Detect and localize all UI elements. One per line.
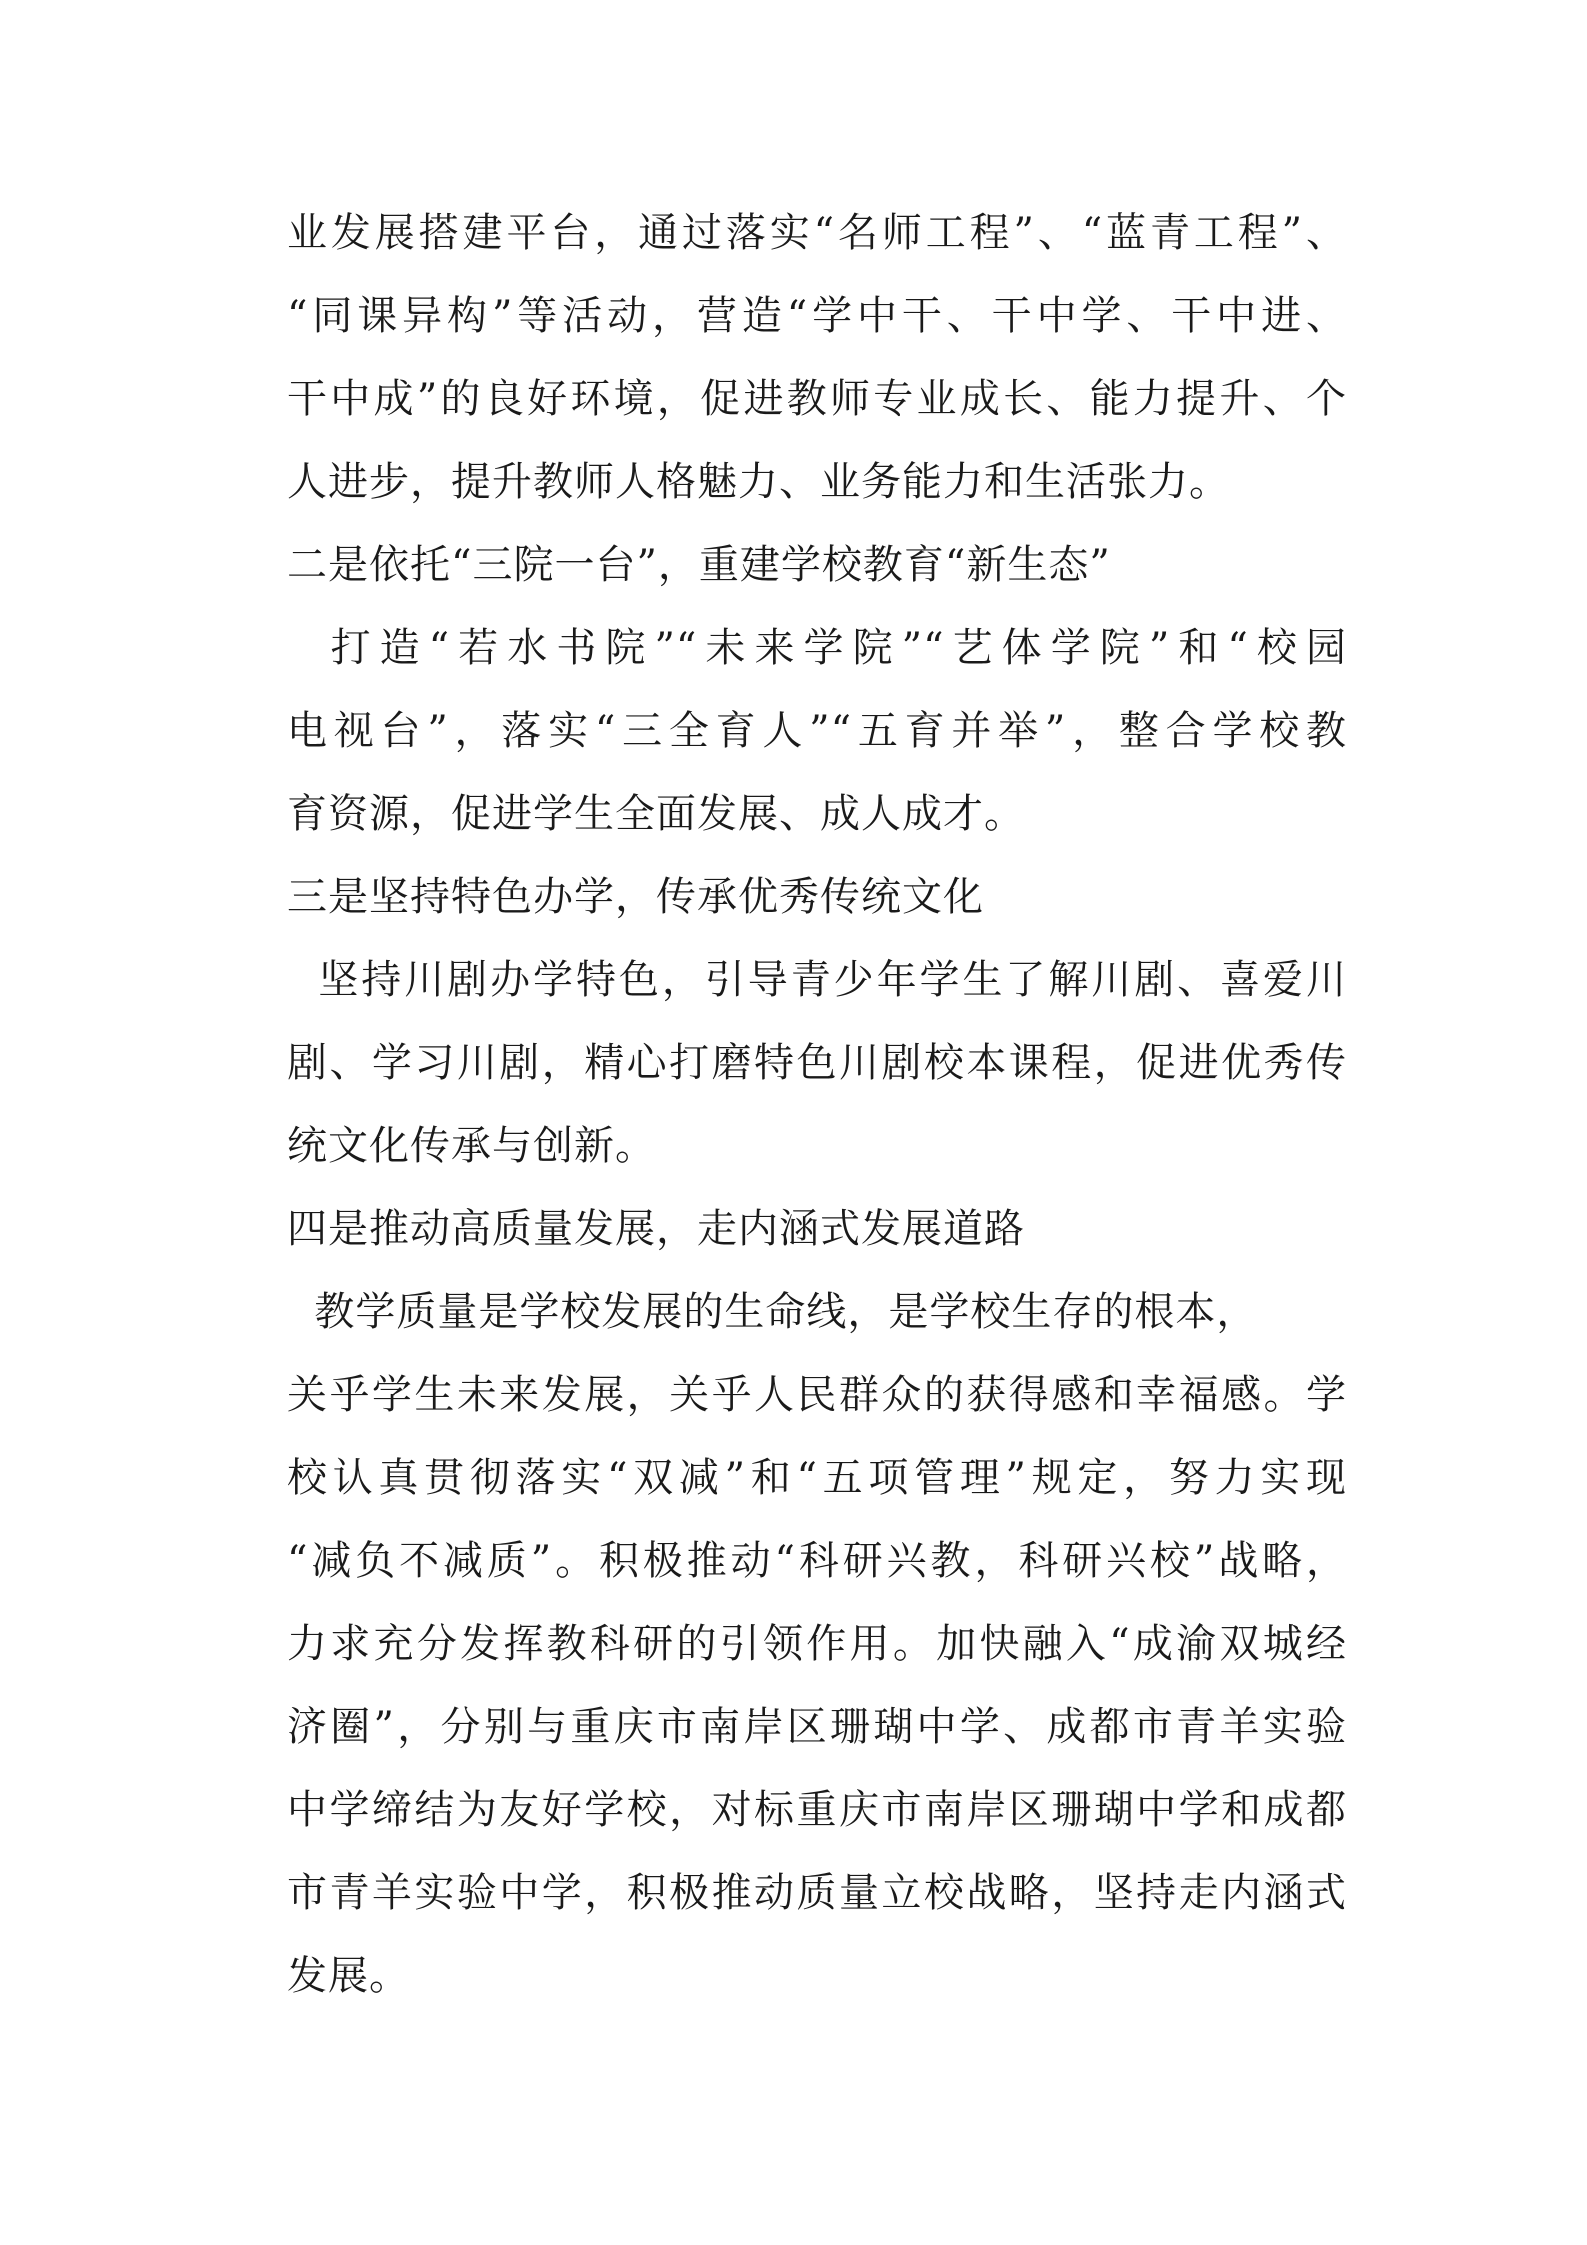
text-line: 打造“若水书院”“未来学院”“艺体学院”和“校园 <box>287 625 1347 671</box>
section-heading: 三是坚持特色办学，传承优秀传统文化 <box>287 874 984 920</box>
section-heading: 四是推动高质量发展，走内涵式发展道路 <box>287 1206 1025 1252</box>
text-line: 剧、学习川剧，精心打磨特色川剧校本课程，促进优秀传 <box>287 1040 1347 1086</box>
text-line: 中学缔结为友好学校，对标重庆市南岸区珊瑚中学和成都 <box>287 1787 1347 1833</box>
text-line: 干中成”的良好环境，促进教师专业成长、能力提升、个 <box>287 376 1347 422</box>
text-line: 电视台”，落实“三全育人”“五育并举”，整合学校教 <box>287 708 1347 754</box>
text-line: 业发展搭建平台，通过落实“名师工程”、“蓝青工程”、 <box>287 210 1347 256</box>
text-line: 坚持川剧办学特色，引导青少年学生了解川剧、喜爱川 <box>287 957 1347 1003</box>
text-line: 育资源，促进学生全面发展、成人成才。 <box>287 791 1025 837</box>
section-heading: 二是依托“三院一台”，重建学校教育“新生态” <box>287 542 1111 588</box>
text-line: 统文化传承与创新。 <box>287 1123 656 1169</box>
text-line: 济圈”，分别与重庆市南岸区珊瑚中学、成都市青羊实验 <box>287 1704 1347 1750</box>
text-line: 发展。 <box>287 1953 410 1999</box>
document-body <box>287 192 1347 2018</box>
text-line: 教学质量是学校发展的生命线，是学校生存的根本， <box>287 1289 1258 1335</box>
text-line: “同课异构”等活动，营造“学中干、干中学、干中进、 <box>287 293 1347 339</box>
text-line: “减负不减质”。积极推动“科研兴教，科研兴校”战略， <box>287 1538 1347 1584</box>
text-line: 人进步，提升教师人格魅力、业务能力和生活张力。 <box>287 459 1230 505</box>
text-line: 力求充分发挥教科研的引领作用。加快融入“成渝双城经 <box>287 1621 1347 1667</box>
text-line: 市青羊实验中学，积极推动质量立校战略，坚持走内涵式 <box>287 1870 1347 1916</box>
text-line: 校认真贯彻落实“双减”和“五项管理”规定，努力实现 <box>287 1455 1347 1501</box>
text-line: 关乎学生未来发展，关乎人民群众的获得感和幸福感。学 <box>287 1372 1347 1418</box>
